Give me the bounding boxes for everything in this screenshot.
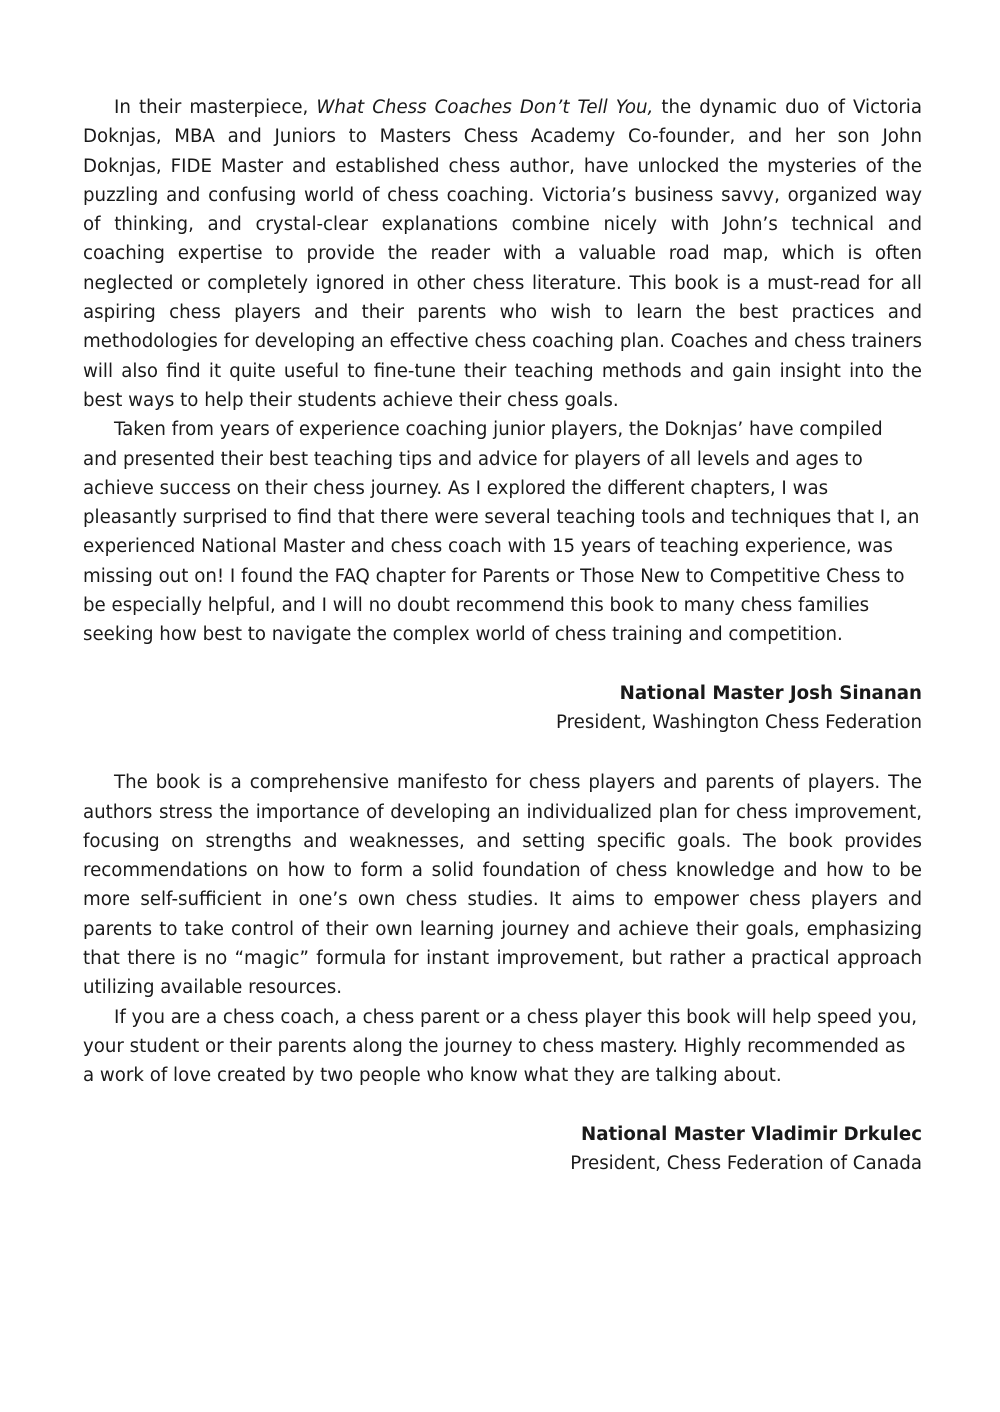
book-endorsements-page — [83, 93, 922, 1178]
author-name: National Master Josh Sinanan — [619, 682, 922, 704]
author-role: President, Washington Chess Federation — [555, 711, 922, 733]
endorsement-attribution — [83, 679, 922, 738]
author-role: President, Chess Federation of Canada — [570, 1152, 922, 1174]
endorsement-vladimir-drkulec — [83, 768, 922, 1178]
endorsement-paragraph: If you are a chess coach, a chess parent or a chess player this book will help speed you, your student or their parents along the journey to chess mastery. Highly recommended as a work of love created by two people who know what they are talking about. — [83, 1006, 918, 1087]
paragraph-lead: In their masterpiece, — [114, 97, 317, 118]
endorsement-attribution — [83, 1120, 922, 1179]
endorsement-josh-sinanan — [83, 93, 922, 737]
endorsement-paragraph — [83, 93, 922, 415]
book-title: What Chess Coaches Don’t Tell You, — [316, 97, 654, 118]
paragraph-rest: the dynamic duo of Victoria Doknjas, MBA and Juniors to Masters Chess Academy Co-founder, and her son John Doknjas, FIDE Master and established chess author, have unlocked the mysteries of the puzzling and confusing world of chess coaching. Victoria’s business savvy, organized way of thinking, and crystal-clear explanations combine nicely with John’s technical and coaching expertise to provide the reader with a valuable road map, which is often neglected or completely ignored in other chess literature. This book is a must-read for all aspiring chess players and their parents who wish to learn the best practices and methodologies for developing an effective chess coaching plan. Coaches and chess trainers will also find it quite useful to fine-tune their teaching methods and gain insight into the best ways to help their students achieve their chess goals. — [83, 97, 923, 411]
endorsement-paragraph: The book is a comprehensive manifesto for chess players and parents of players. The authors stress the importance of developing an individualized plan for chess improvement, focusing on strengths and weaknesses, and setting specific goals. The book provides recommendations on how to form a solid foundation of chess knowledge and how to be more self-sufficient in one’s own chess studies. It aims to empower chess players and parents to take control of their own learning journey and achieve their goals, emphasizing that there is no “magic” formula for instant improvement, but rather a practical approach utilizing available resources. — [83, 772, 922, 999]
endorsement-paragraph: Taken from years of experience coaching junior players, the Doknjas’ have compiled and presented their best teaching tips and advice for players of all levels and ages to achieve success on their chess journey. As I explored the different chapters, I was pleasantly surprised to find that there were several teaching tools and techniques that I, an experienced National Master and chess coach with 15 years of teaching experience, was missing out on! I found the FAQ chapter for Parents or Those New to Competitive Chess to be especially helpful, and I will no doubt recommend this book to many chess families seeking how best to navigate the complex world of chess training and competition. — [83, 419, 920, 646]
author-name: National Master Vladimir Drkulec — [580, 1123, 922, 1145]
